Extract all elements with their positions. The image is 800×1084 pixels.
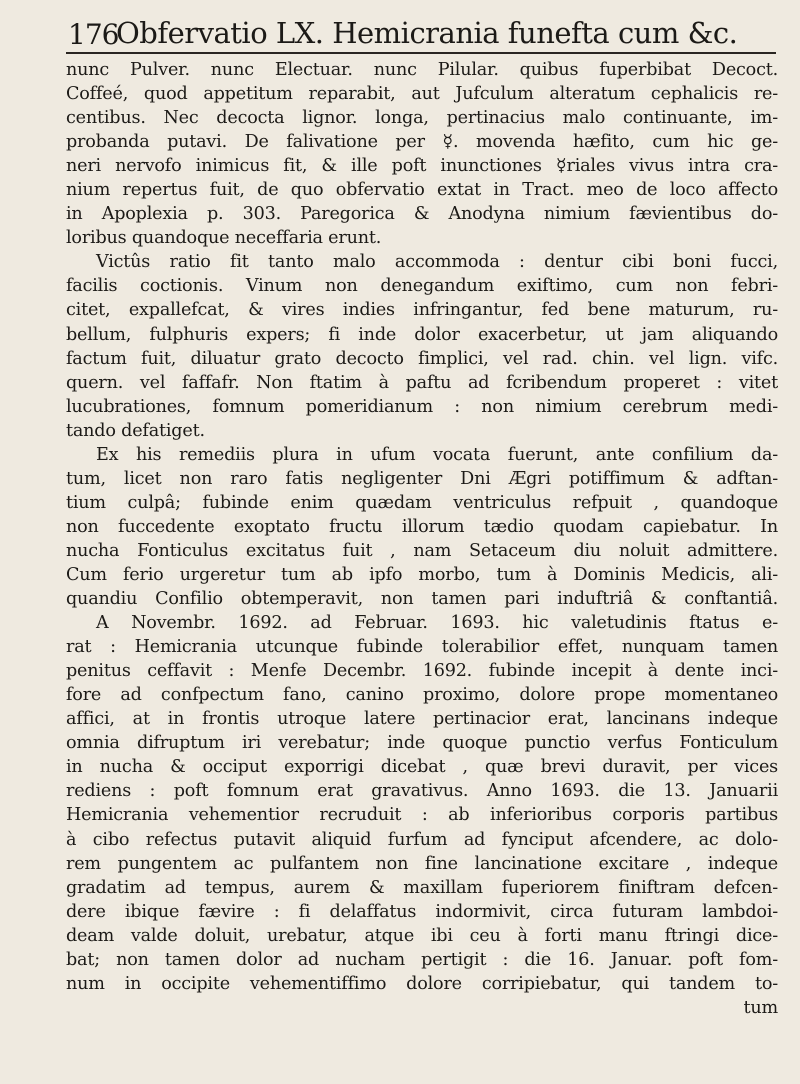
text-line: à cibo refectus putavit aliquid furfum ad fynciput afcendere, ac dolo- — [66, 829, 778, 850]
running-title: Obfervatio LX. Hemicrania funefta cum &c. — [116, 16, 738, 50]
text-line: non fuccedente exoptato fructu illorum tædio quodam capiebatur. In — [66, 516, 778, 537]
text-line: centibus. Nec decocta lignor. longa, pertinacius malo continuante, im- — [66, 108, 778, 129]
text-line: neri nervofo inimicus fit, & ille poft inunctiones ☿riales vivus intra cra- — [66, 156, 778, 177]
text-line: nunc Pulver. nunc Electuar. nunc Pilular. quibus fuperbibat Decoct. — [66, 60, 778, 80]
text-line: bellum, fulphuris expers; fi inde dolor exacerbetur, ut jam aliquando — [66, 324, 778, 345]
text-line: tium culpâ; fubinde enim quædam ventriculus refpuit , quandoque — [66, 492, 778, 513]
text-line: tum — [743, 997, 778, 1018]
text-line: nium repertus fuit, de quo obfervatio extat in Tract. meo de loco affecto — [66, 180, 778, 201]
text-line: gradatim ad tempus, aurem & maxillam fuperiorem finiftram defcen- — [66, 877, 778, 898]
text-line: bat; non tamen dolor ad nucham pertigit : die 16. Januar. poft fom- — [66, 949, 778, 970]
text-line: rediens : poft fomnum erat gravativus. Anno 1693. die 13. Januarii — [66, 781, 778, 802]
text-line: probanda putavi. De falivatione per ☿. movenda hæfito, cum hic ge- — [66, 132, 778, 153]
text-line: affici, at in frontis utroque latere pertinacior erat, lancinans indeque — [66, 709, 778, 730]
text-line: quandiu Confilio obtemperavit, non tamen pari induftriâ & conftantiâ. — [66, 589, 778, 610]
text-line: deam valde doluit, urebatur, atque ibi ceu à forti manu ftringi dice- — [66, 925, 778, 946]
header-rule — [66, 52, 776, 54]
text-line: facilis coctionis. Vinum non denegandum exiftimo, cum non febri- — [66, 276, 778, 297]
text-body — [66, 58, 778, 1020]
page-number: 176 — [68, 18, 119, 51]
text-line: lucubrationes, fomnum pomeridianum : non nimium cerebrum medi- — [66, 396, 778, 417]
page-header — [68, 10, 772, 58]
text-line: loribus quandoque neceffaria erunt. — [66, 228, 382, 249]
text-line: factum fuit, diluatur grato decocto fimplici, vel rad. chin. vel lign. vifc. — [66, 348, 778, 369]
text-line: citet, expallefcat, & vires indies infringantur, fed bene maturum, ru- — [66, 300, 778, 321]
text-line: rem pungentem ac pulfantem non fine lancinatione excitare , indeque — [66, 853, 778, 874]
text-line: Coffeé, quod appetitum reparabit, aut Jufculum alteratum cephalicis re- — [66, 84, 778, 105]
text-line: tum, licet non raro fatis negligenter Dni Ægri potiffimum & adftan- — [66, 468, 778, 489]
text-line: in nucha & occiput exporrigi dicebat , quæ brevi duravit, per vices — [66, 757, 778, 778]
text-line: rat : Hemicrania utcunque fubinde tolerabilior effet, nunquam tamen — [66, 637, 778, 658]
text-line: quern. vel faffafr. Non ftatim à paftu ad fcribendum properet : vitet — [66, 372, 778, 393]
text-line: penitus ceffavit : Menfe Decembr. 1692. fubinde incepit à dente inci- — [66, 661, 778, 682]
text-line: A Novembr. 1692. ad Februar. 1693. hic valetudinis ftatus e- — [96, 613, 778, 634]
text-line: in Apoplexia p. 303. Paregorica & Anodyna nimium fævientibus do- — [66, 204, 778, 225]
text-line: num in occipite vehementiffimo dolore corripiebatur, qui tandem to- — [66, 973, 778, 994]
text-line: dere ibique fævire : fi delaffatus indormivit, circa futuram lambdoi- — [66, 901, 778, 922]
text-line: Hemicrania vehementior recruduit : ab inferioribus corporis partibus — [66, 805, 778, 826]
text-line: fore ad confpectum fano, canino proximo, dolore prope momentaneo — [66, 685, 778, 706]
text-line: tando defatiget. — [66, 420, 205, 441]
text-line: Cum ferio urgeretur tum ab ipfo morbo, tum à Dominis Medicis, ali- — [66, 564, 778, 585]
text-line: Ex his remediis plura in ufum vocata fuerunt, ante confilium da- — [96, 444, 778, 465]
text-line: Victûs ratio fit tanto malo accommoda : dentur cibi boni fucci, — [96, 252, 778, 273]
text-line: nucha Fonticulus excitatus fuit , nam Setaceum diu noluit admittere. — [66, 540, 778, 561]
text-line: omnia difruptum iri verebatur; inde quoque punctio verfus Fonticulum — [66, 733, 778, 754]
